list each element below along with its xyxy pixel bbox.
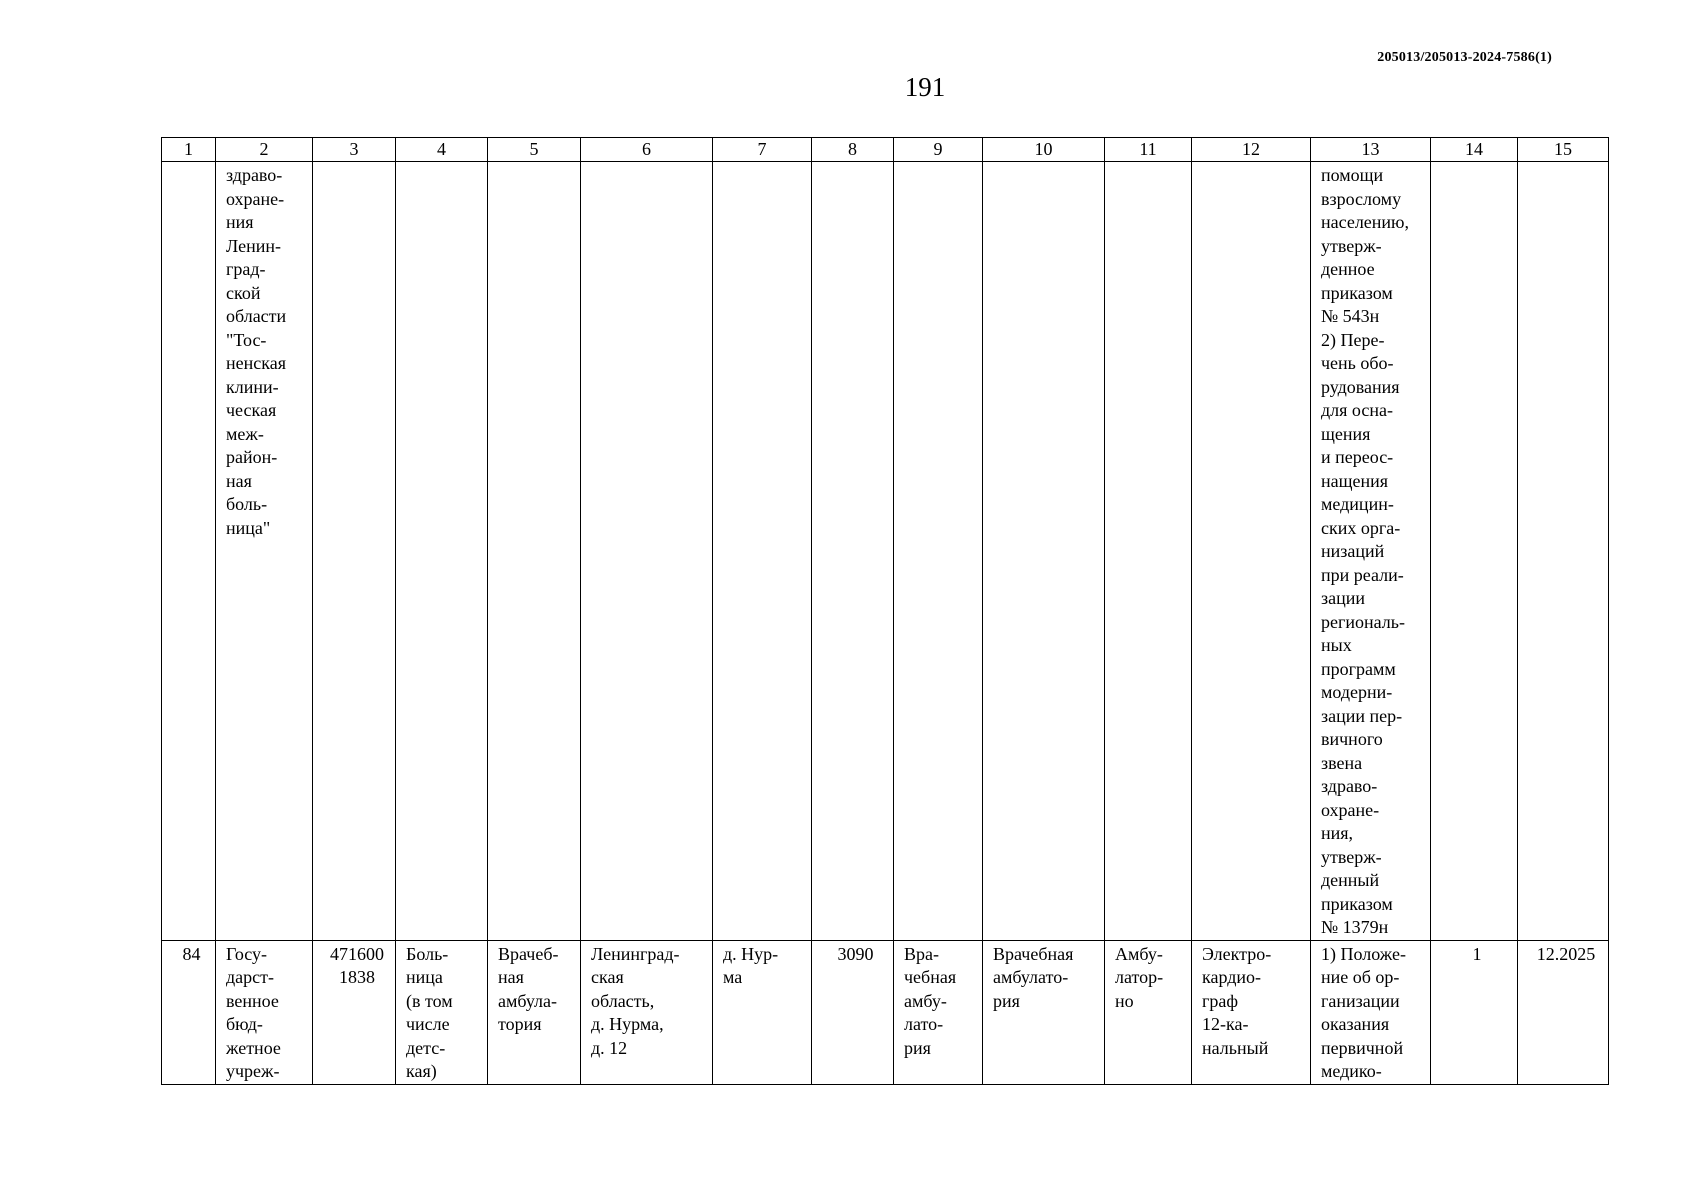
column-header-9: 9 [894,138,983,162]
table-cell: 12.2025 [1518,940,1609,1084]
table-cell: здраво- охране- ния Ленин- град- ской области "Тос- ненская клини- ческая меж- район- ная боль- ница" [216,162,313,941]
table-cell [1518,162,1609,941]
column-header-1: 1 [162,138,216,162]
column-header-11: 11 [1105,138,1192,162]
column-header-7: 7 [713,138,812,162]
table-cell: 84 [162,940,216,1084]
column-header-12: 12 [1192,138,1311,162]
table-cell [713,162,812,941]
column-header-6: 6 [581,138,713,162]
table-cell [313,162,396,941]
table-row-continuation [162,162,1609,941]
table-cell: 1 [1431,940,1518,1084]
table-cell: Боль- ница (в том числе детс- кая) [396,940,488,1084]
column-header-5: 5 [488,138,581,162]
table-cell [162,162,216,941]
table-cell: 1) Положе- ние об ор- ганизации оказания первичной медико- [1311,940,1431,1084]
data-table [161,137,1609,1085]
table-cell: Вра- чебная амбу- лато- рия [894,940,983,1084]
table-cell [812,162,894,941]
table-header-row [162,138,1609,162]
table-cell [1192,162,1311,941]
table-cell: Госу- дарст- венное бюд- жетное учреж- [216,940,313,1084]
page-number: 191 [904,72,946,102]
table-cell: Электро- кардио- граф 12-ка- нальный [1192,940,1311,1084]
table-cell: Ленинград- ская область, д. Нурма, д. 12 [581,940,713,1084]
column-header-14: 14 [1431,138,1518,162]
column-header-4: 4 [396,138,488,162]
table-cell [488,162,581,941]
table-cell: 471600 1838 [313,940,396,1084]
column-header-10: 10 [983,138,1105,162]
table-cell [1431,162,1518,941]
table-cell [983,162,1105,941]
table-cell: д. Нур- ма [713,940,812,1084]
column-header-3: 3 [313,138,396,162]
column-header-13: 13 [1311,138,1431,162]
table-cell [894,162,983,941]
table-cell [1105,162,1192,941]
table-cell: Амбу- латор- но [1105,940,1192,1084]
table-cell [396,162,488,941]
table-row-84 [162,940,1609,1084]
table-cell: помощи взрослому населению, утверж- денное приказом № 543н 2) Пере- чень обо- рудования для осна- щения и переос- нащения медицин- ских орга- низаций при реали- зации региональ- ных программ модерни- зации пер- вичного звена здраво- охране- ния, утверж- денный приказом № 1379н [1311,162,1431,941]
column-header-8: 8 [812,138,894,162]
table-cell: Врачебная амбулато- рия [983,940,1105,1084]
table-cell [581,162,713,941]
column-header-15: 15 [1518,138,1609,162]
table-cell: Врачеб- ная амбула- тория [488,940,581,1084]
column-header-2: 2 [216,138,313,162]
table-cell: 3090 [812,940,894,1084]
document-id: 205013/205013-2024-7586(1) [1377,50,1552,65]
